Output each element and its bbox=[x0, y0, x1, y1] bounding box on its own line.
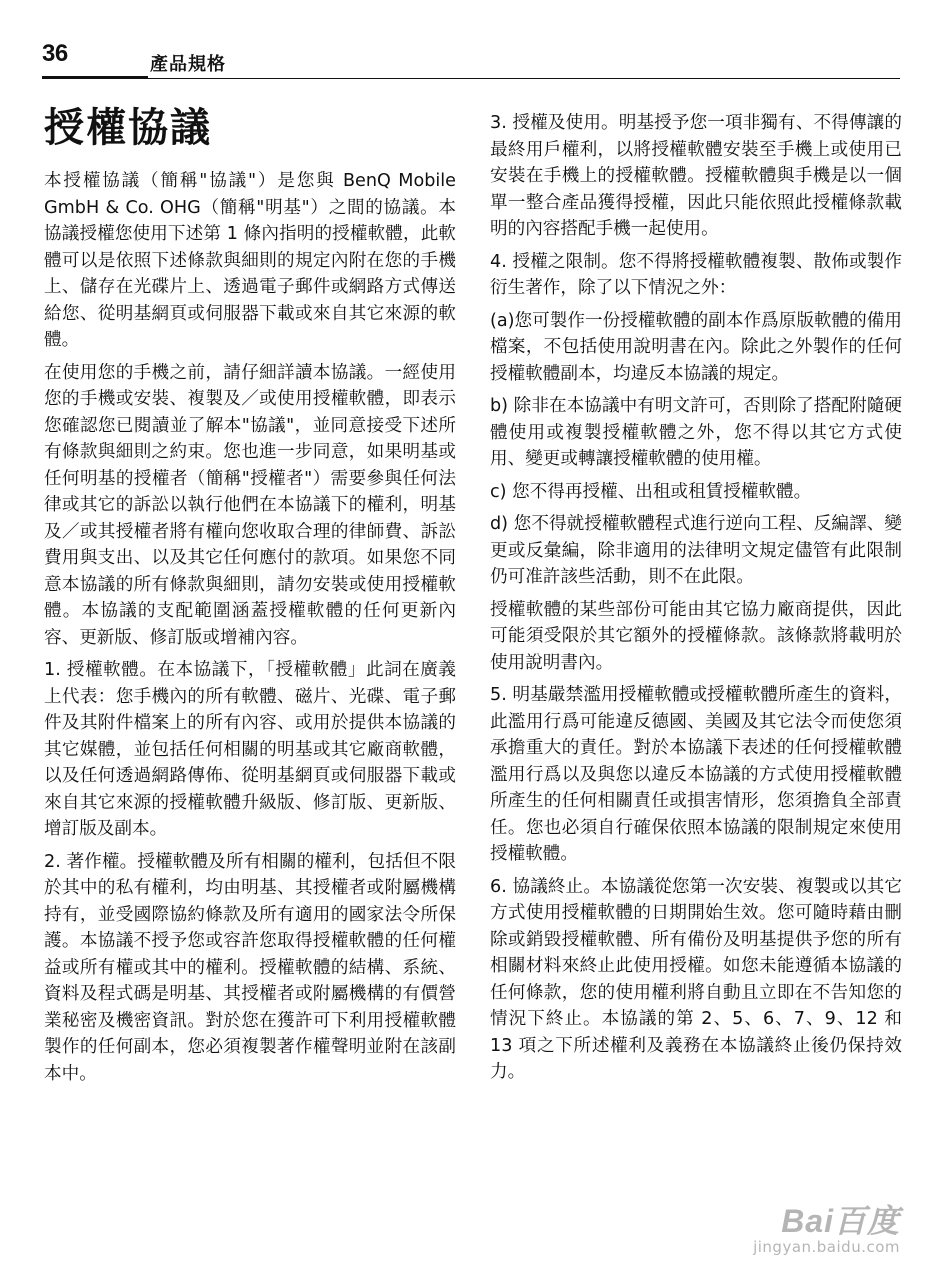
paragraph-section-4a: (a)您可製作一份授權軟體的副本作爲原版軟體的備用檔案，不包括使用說明書在內。除此之外製作的任何授權軟體副本，均違反本協議的規定。 bbox=[490, 310, 902, 384]
paragraph-section-1: 1. 授權軟體。在本協議下，「授權軟體」此詞在廣義上代表：您手機內的所有軟體、磁片、光碟、電子郵件及其附件檔案上的所有內容、或用於提供本協議的其它媒體，並包括任何相關的明基或其它廠商軟體，以及任何透過網路傳佈、從明基網頁或伺服器下載或來自其它來源的授權軟體升級版、修訂版、更新版、增訂版及副本。 bbox=[44, 660, 456, 839]
paragraph-section-4d: d) 您不得就授權軟體程式進行逆向工程、反編譯、變更或反彙編，除非適用的法律明文規定儘管有此限制仍可准許該些活動，則不在此限。 bbox=[490, 514, 902, 587]
paragraph-section-5: 5. 明基嚴禁濫用授權軟體或授權軟體所產生的資料，此濫用行爲可能違反德國、美國及其它法令而使您須承擔重大的責任。對於本協議下表述的任何授權軟體濫用行爲以及與您以違反本協議的方式使用授權軟體所產生的任何相關責任或損害情形，您須擔負全部責任。您也必須自行確保依照本協議的限制規定來使用授權軟體。 bbox=[490, 685, 902, 864]
watermark bbox=[753, 1196, 900, 1256]
header-rule bbox=[148, 78, 900, 79]
paragraph-section-4c: c) 您不得再授權、出租或租賃授權軟體。 bbox=[490, 481, 812, 502]
paragraph-section-4b: b) 除非在本協議中有明文許可，否則除了搭配附隨硬體使用或複製授權軟體之外，您不得以其它方式使用、變更或轉讓授權軟體的使用權。 bbox=[490, 396, 902, 469]
paragraph-section-4: 4. 授權之限制。您不得將授權軟體複製、散佈或製作衍生著作，除了以下情況之外： bbox=[490, 251, 902, 298]
paragraph-read-before-use: 在使用您的手機之前，請仔細詳讀本協議。一經使用您的手機或安裝、複製及／或使用授權軟體，即表示您確認您已閱讀並了解本"協議"，並同意接受下述所有條款與細則之約束。您也進一步同意，如果明基或任何明基的授權者（簡稱"授權者"）需要參與任何法律或其它的訴訟以執行他們在本協議下的權利，明基及／或其授權者將有權向您收取合理的律師費、訴訟費用與支出、以及其它任何應付的款項。如果您不同意本協議的所有條款與細則，請勿安裝或使用授權軟體。本協議的支配範圍涵蓋授權軟體的任何更新內容、更新版、修訂版或增補內容。 bbox=[44, 362, 456, 648]
left-column bbox=[44, 100, 456, 1093]
paragraph-intro: 本授權協議（簡稱"協議"）是您與 BenQ Mobile GmbH & Co. OHG（簡稱"明基"）之間的協議。本協議授權您使用下述第 1 條內指明的授權軟體，此軟體可以是依照下述條款與細則的規定內附在您的手機上、儲存在光碟片上、透過電子郵件或網路方式傳送給您、從明基網頁或伺服器下載或來自其它來源的軟體。 bbox=[44, 171, 456, 350]
page-number: 36 bbox=[42, 40, 68, 67]
document-title: 授權協議 bbox=[44, 105, 212, 151]
right-column bbox=[490, 110, 902, 1092]
watermark-site: jingyan.baidu.com bbox=[753, 1238, 900, 1256]
watermark-logo: Bai百度 bbox=[781, 1203, 900, 1239]
section-title: 產品規格 bbox=[150, 54, 226, 75]
header-rule-thick bbox=[42, 76, 148, 79]
paragraph-third-party: 授權軟體的某些部份可能由其它協力廠商提供，因此可能須受限於其它額外的授權條款。該條款將載明於使用說明書內。 bbox=[490, 599, 902, 673]
paragraph-section-6: 6. 協議終止。本協議從您第一次安裝、複製或以其它方式使用授權軟體的日期開始生效。您可隨時藉由刪除或銷毀授權軟體、所有備份及明基提供予您的所有相關材料來終止此使用授權。如您未能遵循本協議的任何條款，您的使用權利將自動且立即在不告知您的情況下終止。本協議的第 2、5、6、7、9、12 和 13 項之下所述權利及義務在本協議終止後仍保持效力。 bbox=[490, 876, 902, 1082]
paragraph-section-2: 2. 著作權。授權軟體及所有相關的權利，包括但不限於其中的私有權利，均由明基、其授權者或附屬機構持有，並受國際協約條款及所有適用的國家法令所保護。本協議不授予您或容許您取得授權軟體的任何權益或所有權或其中的權利。授權軟體的結構、系統、資料及程式碼是明基、其授權者或附屬機構的有價營業秘密及機密資訊。對於您在獲許可下利用授權軟體製作的任何副本，您必須複製著作權聲明並附在該副本中。 bbox=[44, 851, 456, 1084]
paragraph-section-3: 3. 授權及使用。明基授予您一項非獨有、不得傳讓的最終用戶權利，以將授權軟體安裝至手機上或使用已安裝在手機上的授權軟體。授權軟體與手機是以一個單一整合產品獲得授權，因此只能依照此授權條款載明的內容搭配手機一起使用。 bbox=[490, 113, 902, 239]
